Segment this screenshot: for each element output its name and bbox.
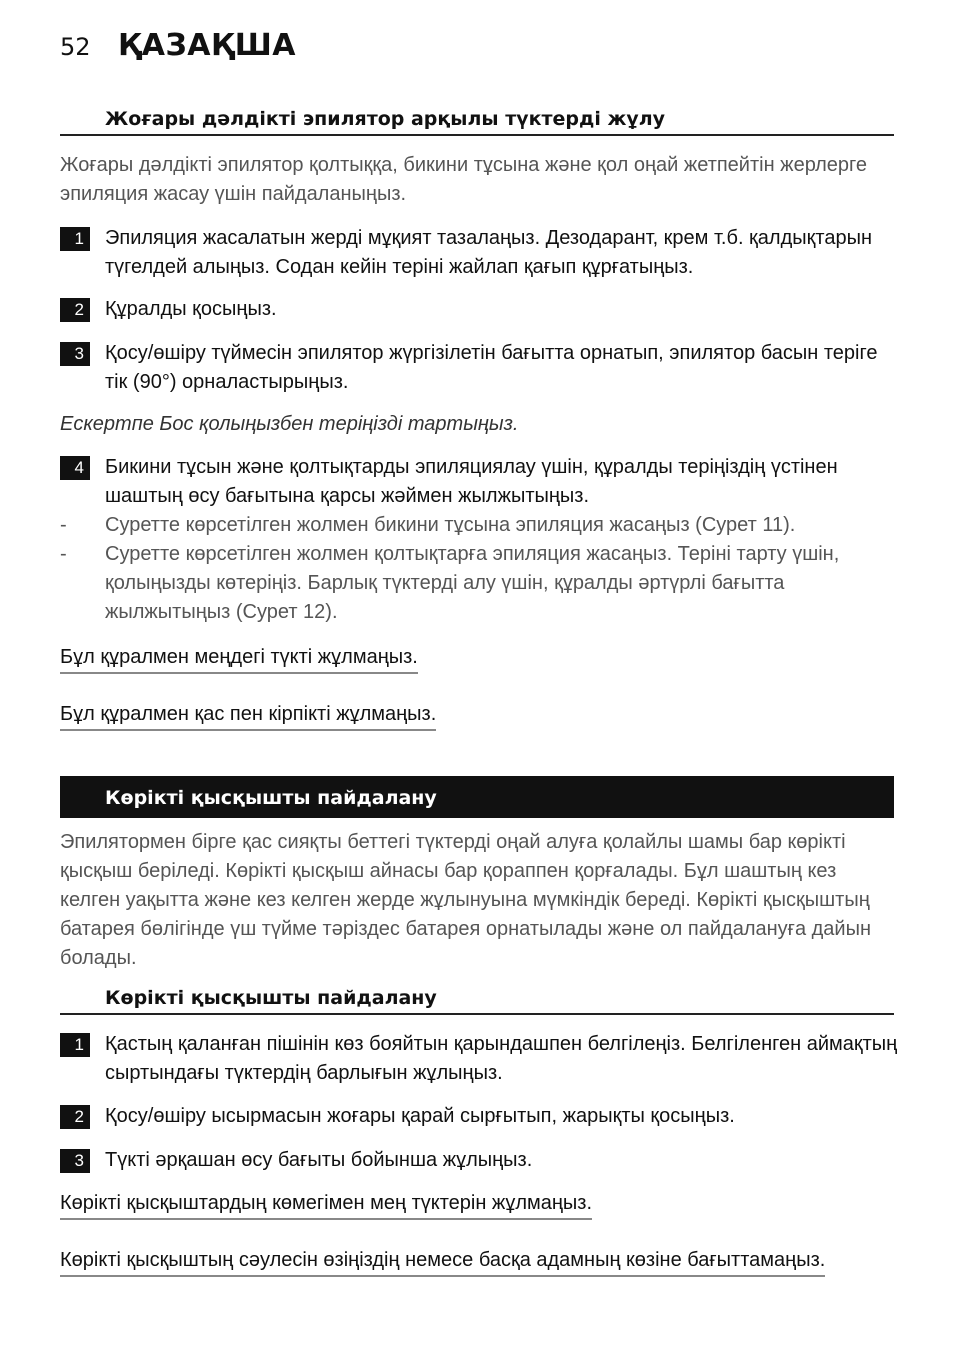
step-text: Эпиляция жасалатын жерді мұқият тазалаңыз. Дезодарант, крем т.б. қалдықтарын түгелдей алыңыз. Содан кейін теріні жайлап қағып құрғатыңыз. bbox=[105, 227, 872, 278]
bullet-item bbox=[60, 540, 900, 627]
step-4 bbox=[60, 453, 900, 511]
step-2 bbox=[60, 295, 900, 324]
step-number: 3 bbox=[60, 342, 90, 366]
step-text: Қосу/өшіру түймесін эпилятор жүргізілетін бағытта орнатып, эпилятор басын теріге тік (90°) орналастырыңыз. bbox=[105, 342, 878, 393]
bullet-text: Суретте көрсетілген жолмен бикини тұсына эпиляция жасаңыз (Сурет 11). bbox=[105, 514, 796, 536]
step-1 bbox=[60, 224, 900, 282]
section-heading-precision: Жоғары дәлдікті эпилятор арқылы түктерді жұлу bbox=[60, 108, 894, 136]
step-text: Бикини тұсын және қолтықтарды эпиляциялау үшін, құралды теріңіздің үстінен шаштың өсу бағытына қарсы жәймен жылжытыңыз. bbox=[105, 456, 838, 507]
warning-light-eyes: Көрікті қысқыштың сәулесін өзіңіздің немесе басқа адамның көзіне бағыттамаңыз. bbox=[60, 1246, 825, 1277]
intro-paragraph: Жоғары дәлдікті эпилятор қолтыққа, бикини тұсына және қол оңай жетпейтін жерлерге эпиляция жасау үшін пайдаланыңыз. bbox=[60, 154, 868, 205]
tweezer-step-1 bbox=[60, 1030, 900, 1088]
step-3 bbox=[60, 339, 900, 397]
tweezer-step-3 bbox=[60, 1146, 900, 1175]
step-number: 1 bbox=[60, 1033, 90, 1057]
language-title: ҚАЗАҚША bbox=[118, 28, 297, 63]
bullet-text: Суретте көрсетілген жолмен қолтықтарға эпиляция жасаңыз. Теріні тарту үшін, қолыңызды көтеріңіз. Барлық түктерді алу үшін, құралды әртүрлі бағытта жылжытыңыз (Сурет 12). bbox=[105, 543, 840, 623]
step-text: Түкті әрқашан өсу бағыты бойынша жұлыңыз. bbox=[105, 1149, 533, 1171]
section-subheading: Көрікті қысқышты пайдалану bbox=[60, 987, 894, 1015]
tweezer-step-2 bbox=[60, 1102, 900, 1131]
step-number: 3 bbox=[60, 1149, 90, 1173]
step-number: 2 bbox=[60, 1105, 90, 1129]
bullet-dash: - bbox=[60, 514, 67, 536]
step-number: 1 bbox=[60, 227, 90, 251]
step-text: Қастың қаланған пішінін көз бояйтын қарындашпен белгілеңіз. Белгіленген аймақтың сыртындағы түктердің барлығын жұлыңыз. bbox=[105, 1033, 898, 1084]
intro-paragraph-tweezers: Эпилятормен бірге қас сияқты беттегі түктерді оңай алуға қолайлы шамы бар көрікті қысқыш беріледі. Көрікті қысқыш айнасы бар қораппен қорғалады. Бұл шаштың кез келген уақытта және кез келген жерде жұлынуына мүмкіндік береді. Көрікті қысқыштың батарея бөлігінде үш түйме тәріздес батарея орнатылады және ол пайдалануға дайын болады. bbox=[60, 831, 872, 969]
section-bar-beauty-tweezers: Көрікті қысқышты пайдалану bbox=[60, 776, 894, 818]
warning-eyebrows: Бұл құралмен қас пен кірпікті жұлмаңыз. bbox=[60, 700, 436, 731]
note-paragraph: Ескертпе Бос қолыңызбен теріңізді тартыңыз. bbox=[60, 413, 519, 435]
warning-mole-hairs: Көрікті қысқыштардың көмегімен мең түктерін жұлмаңыз. bbox=[60, 1189, 592, 1220]
step-number: 2 bbox=[60, 298, 90, 322]
step-text: Қосу/өшіру ысырмасын жоғары қарай сырғытып, жарықты қосыңыз. bbox=[105, 1105, 735, 1127]
step-text: Құралды қосыңыз. bbox=[105, 298, 277, 320]
page-number: 52 bbox=[60, 33, 91, 61]
bullet-dash: - bbox=[60, 543, 67, 565]
step-number: 4 bbox=[60, 456, 90, 480]
warning-mole: Бұл құралмен меңдегі түкті жұлмаңыз. bbox=[60, 643, 418, 674]
bullet-item bbox=[60, 511, 900, 540]
